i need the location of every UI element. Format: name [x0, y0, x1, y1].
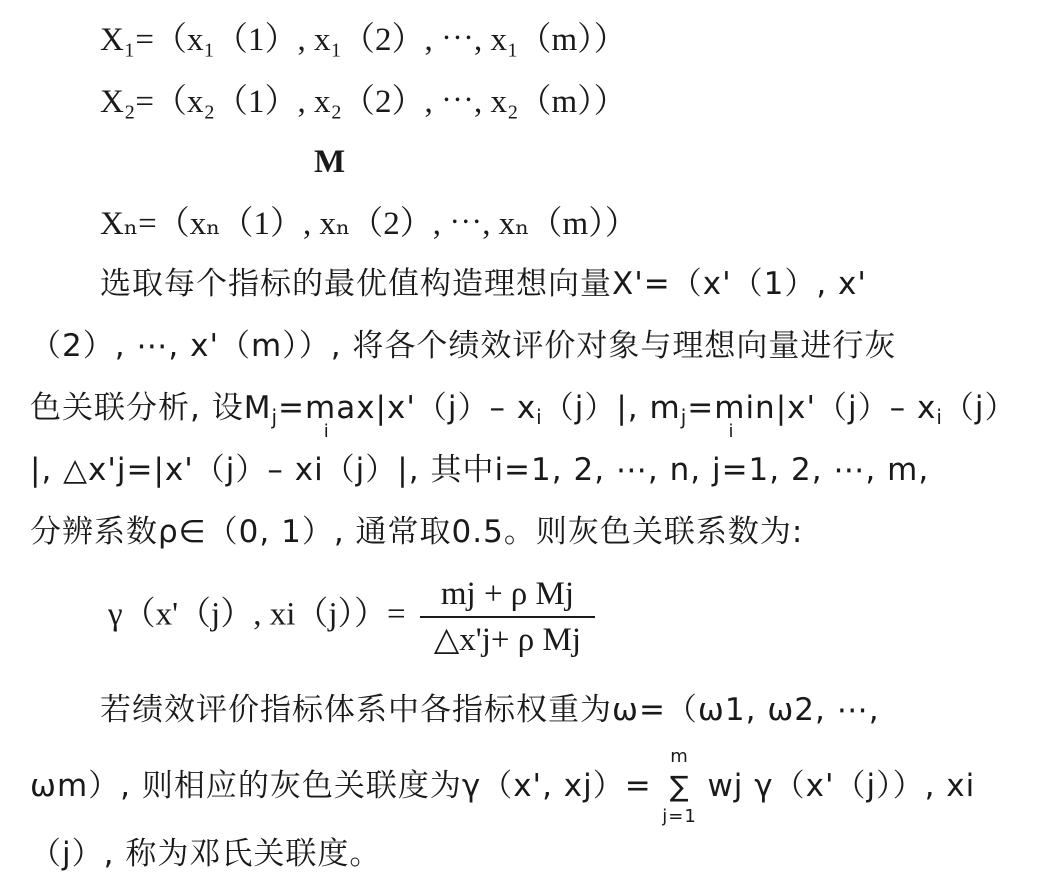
paragraph2-line3: （j）, 称为邓氏关联度。 [30, 836, 382, 872]
paragraph2-line1: 若绩效评价指标体系中各指标权重为ω=（ω1, ω2, ⋯, [100, 692, 880, 728]
summation-operator: m ∑ j=1 [662, 746, 697, 827]
min-operator: =min i [687, 390, 776, 442]
equation-ellipsis-m: M [314, 144, 346, 180]
paragraph1-line4: |, △x'j=|x'（j）– xi（j）|, 其中i=1, 2, ⋯, n, j=1, 2, ⋯, m, [30, 452, 930, 488]
paragraph1-line1: 选取每个指标的最优值构造理想向量X'=（x'（1）, x' [100, 266, 867, 302]
equation-xn: Xₙ=（xₙ（1）, xₙ（2）, ⋯, xₙ（m）） [100, 206, 638, 242]
paragraph1-line5: 分辨系数ρ∈（0, 1）, 通常取0.5。则灰色关联系数为: [30, 514, 804, 550]
grey-relational-coefficient-formula: γ（x'（j）, xi（j））= $\frac{\text{mj + ρ Mj}}{\text{△x'j+ ρ Mj}}$ [108, 574, 595, 660]
equation-x1: X₁=（x₁（1）, x₁（2）, ⋯, x₁（m）） [100, 22, 627, 58]
max-operator: =max i [278, 390, 376, 442]
paragraph1-line2: （2）, ⋯, x'（m））, 将各个绩效评价对象与理想向量进行灰 [30, 328, 897, 364]
equation-x2: X₂=（x₂（1）, x₂（2）, ⋯, x₂（m）） [100, 84, 627, 120]
fraction-denominator: △x'j+ ρ Mj [433, 622, 581, 658]
formula-fraction [420, 574, 595, 660]
fraction-numerator: mj + ρ Mj [420, 574, 595, 618]
paragraph1-line3: 色关联分析, 设$M_j=\max$ i |x'（j）– $x_i(j)|$, $m_j=\min$ i |x'（j）– $x_i(j)$ [30, 390, 1017, 442]
paragraph2-line2: ωm）, 则相应的灰色关联度为γ（x', xj）= m ∑ j=1 wj γ（x'（j））, xi [30, 746, 976, 827]
